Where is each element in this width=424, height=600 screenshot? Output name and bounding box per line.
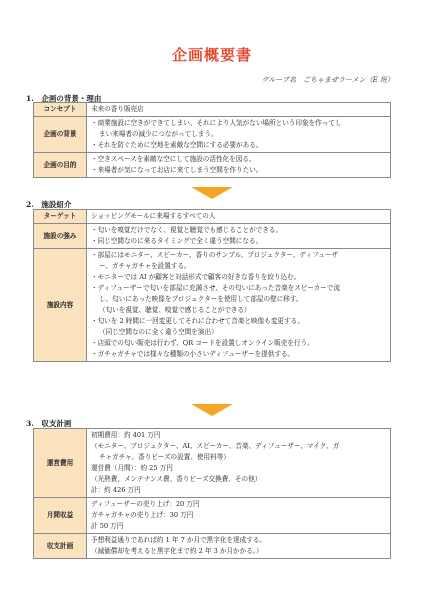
table-row bbox=[34, 249, 391, 362]
table-row bbox=[34, 534, 391, 559]
row-line: まい来場者の減少につながってしまう。 bbox=[99, 130, 218, 138]
row-line: ・匂いを嗅覚だけでなく、視覚と聴覚でも感じることができる。 bbox=[91, 226, 283, 234]
table-row bbox=[34, 210, 391, 224]
row-line: （光熱費、メンテナンス費、香りビーズ交換費、その他） bbox=[91, 475, 262, 483]
row-line: ・ガチャガチャでは様々な種類の小さいディフューザーを提供する。 bbox=[91, 350, 295, 358]
row-line: ・部屋にはモニター、スピーカー、香りのサンプル、プロジェクター、ディフューザ bbox=[91, 251, 339, 259]
row-content bbox=[87, 429, 391, 498]
row-line: 未来の香り販売店 bbox=[91, 105, 144, 113]
row-line: ・モニターでは AI が顧客と対話形式で顧客の好きな香りを絞り込む。 bbox=[91, 273, 301, 281]
row-content bbox=[87, 534, 391, 559]
row-line: ・匂いを 2 時間に一回変更してそれに合わせて音楽と映像も変更する。 bbox=[91, 317, 304, 325]
section-3-table bbox=[33, 428, 391, 559]
row-line: し、匂いにあった映像をプロジェクターを使用して部屋の壁に移す。 bbox=[99, 295, 303, 303]
row-label: 運営費用 bbox=[34, 429, 87, 498]
table-row bbox=[34, 429, 391, 498]
row-line: 初期費用：約 401 万円 bbox=[91, 431, 161, 439]
row-label: 施設内容 bbox=[34, 249, 87, 362]
table-row bbox=[34, 117, 391, 153]
row-label: 収支計画 bbox=[34, 534, 87, 559]
table-row bbox=[34, 153, 391, 178]
down-arrow-icon bbox=[191, 187, 233, 199]
row-line: 計 50 万円 bbox=[91, 522, 124, 530]
section-1-heading: 1. 企画の背景・理由 bbox=[26, 94, 102, 103]
row-content bbox=[87, 103, 391, 117]
row-content bbox=[87, 153, 391, 178]
row-line: ・それを防ぐために空地を素敵な空間にする必要がある。 bbox=[91, 141, 263, 149]
row-label: 月間収益 bbox=[34, 498, 87, 534]
row-line: ショッピングモールに来場するすべての人 bbox=[91, 212, 216, 220]
table-row bbox=[34, 103, 391, 117]
row-label: 施設の強み bbox=[34, 224, 87, 249]
row-line: （同じ空間なのに全く違う空間を演出） bbox=[99, 328, 218, 336]
row-line: ・来場者が気になってお店に来てしまう空間を作りたい。 bbox=[91, 166, 263, 174]
down-arrow-icon bbox=[191, 404, 233, 416]
row-line: ・同じ空間なのに来るタイミングで全く違う空間になる。 bbox=[91, 237, 263, 245]
row-line: （減価償却を考えると黒字化まで約 2 年 3 か月かかる。） bbox=[91, 547, 263, 555]
row-label: コンセプト bbox=[34, 103, 87, 117]
row-label: 企画の背景 bbox=[34, 117, 87, 153]
row-label: ターゲット bbox=[34, 210, 87, 224]
row-line: （モニター、プロジェクター、AI、スピーカー、音楽、ディフューザー、マイク、ガ bbox=[91, 442, 340, 450]
row-content bbox=[87, 498, 391, 534]
row-line: 運営費（月間）：約 25 万円 bbox=[91, 464, 173, 472]
row-line: ・ディフューザーで匂いを部屋に充満させ、その匂いにあった音楽をスピーカーで流 bbox=[91, 284, 341, 292]
row-line: 計：約 426 万円 bbox=[91, 486, 141, 494]
row-line: 予想利益通りであれば約 1 年 7 か月で黒字化を達成する。 bbox=[91, 536, 267, 544]
section-1-table bbox=[33, 102, 391, 178]
table-row bbox=[34, 224, 391, 249]
row-line: （匂いを視覚、聴覚、嗅覚で感じることができる） bbox=[99, 306, 251, 314]
section-3-heading: 3. 収支計画 bbox=[26, 419, 72, 428]
row-line: ガチャガチャの売り上げ：30 万円 bbox=[91, 511, 194, 519]
section-2-heading: 2. 施設紹介 bbox=[26, 200, 72, 209]
group-name: グループ名 ごちゃまぜラーメン（E 班） bbox=[261, 76, 394, 84]
row-content bbox=[87, 117, 391, 153]
row-content bbox=[87, 224, 391, 249]
row-line: ー、ガチャガチャを設置する。 bbox=[99, 262, 191, 270]
row-line: ディフューザーの売り上げ：20 万円 bbox=[91, 500, 200, 508]
table-row bbox=[34, 498, 391, 534]
row-line: ・商業施設に空きができてしまい、それにより人気がない場所という印象を作ってし bbox=[91, 119, 342, 127]
document-title: 企画概要書 bbox=[171, 46, 252, 64]
row-line: ・店頭での匂い販売は行わず、QR コードを設置しオンライン販売を行う。 bbox=[91, 339, 314, 347]
row-label: 企画の目的 bbox=[34, 153, 87, 178]
row-content bbox=[87, 249, 391, 362]
row-line: チャガチャ、香りビーズの設置、使用料等） bbox=[99, 453, 230, 461]
row-content bbox=[87, 210, 391, 224]
section-2-table bbox=[33, 209, 391, 362]
row-line: ・空きスペースを素敵な空にして施設の活性化を図る。 bbox=[91, 155, 256, 163]
